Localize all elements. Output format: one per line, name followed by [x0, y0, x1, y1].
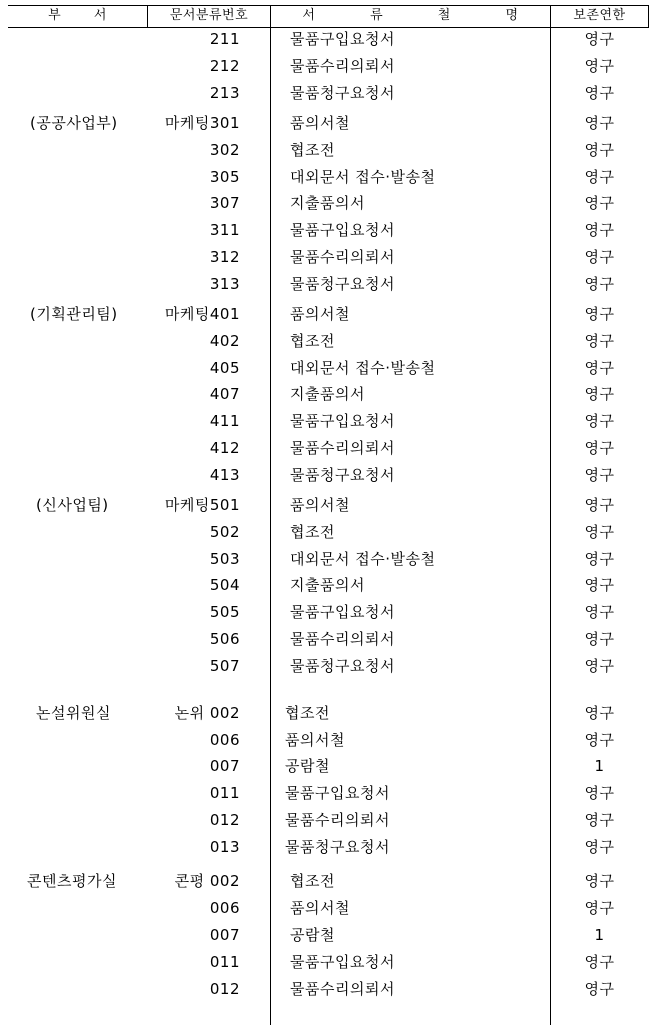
row-title: 품의서철 [285, 731, 345, 749]
row-code: 307 [209, 194, 240, 212]
header-dept: 부 서 [48, 8, 107, 23]
row-retention: 영구 [584, 385, 615, 403]
header-top-rule [8, 5, 649, 6]
row-title: 물품수리의뢰서 [290, 248, 395, 266]
row-retention: 영구 [584, 30, 615, 48]
row-title: 지출품의서 [290, 194, 365, 212]
row-retention: 영구 [584, 838, 615, 856]
row-code: 407 [209, 385, 240, 403]
row-retention: 영구 [584, 630, 615, 648]
row-title: 물품청구요청서 [290, 275, 395, 293]
row-code: 312 [209, 248, 240, 266]
row-code: 콘평 002 [174, 872, 240, 890]
row-retention: 영구 [584, 332, 615, 350]
row-title: 협조전 [290, 332, 335, 350]
row-title: 협조전 [290, 141, 335, 159]
row-title: 물품수리의뢰서 [290, 57, 395, 75]
row-retention: 영구 [584, 412, 615, 430]
row-retention: 영구 [584, 57, 615, 75]
row-code: 007 [209, 926, 240, 944]
row-title: 공람철 [290, 926, 335, 944]
row-retention: 영구 [584, 576, 615, 594]
row-code: 505 [209, 603, 240, 621]
row-code: 506 [209, 630, 240, 648]
row-title: 물품구입요청서 [290, 30, 395, 48]
row-code: 211 [209, 30, 240, 48]
row-retention: 영구 [584, 523, 615, 541]
row-title: 대외문서 접수·발송철 [290, 550, 436, 568]
row-code: 마케팅501 [164, 496, 240, 514]
row-code: 마케팅301 [164, 114, 240, 132]
row-code: 302 [209, 141, 240, 159]
row-title: 물품구입요청서 [290, 221, 395, 239]
row-retention: 1 [594, 757, 605, 775]
row-retention: 영구 [584, 872, 615, 890]
row-dept: 콘텐츠평가실 [27, 872, 117, 890]
header-bottom-rule [8, 27, 649, 28]
row-retention: 영구 [584, 784, 615, 802]
row-code: 413 [209, 466, 240, 484]
header-title: 서 류 철 명 [302, 8, 519, 23]
row-retention: 영구 [584, 439, 615, 457]
row-retention: 영구 [584, 305, 615, 323]
row-title: 물품수리의뢰서 [290, 980, 395, 998]
row-retention: 영구 [584, 980, 615, 998]
row-title: 물품수리의뢰서 [290, 630, 395, 648]
row-code: 502 [209, 523, 240, 541]
row-title: 대외문서 접수·발송철 [290, 359, 436, 377]
header-retention: 보존연한 [573, 8, 626, 23]
row-code: 011 [209, 784, 240, 802]
row-retention: 영구 [584, 603, 615, 621]
row-code: 012 [209, 980, 240, 998]
row-dept: 논설위원실 [36, 704, 111, 722]
row-code: 006 [209, 731, 240, 749]
row-title: 물품수리의뢰서 [290, 439, 395, 457]
row-title: 품의서철 [290, 114, 350, 132]
row-code: 503 [209, 550, 240, 568]
row-retention: 영구 [584, 114, 615, 132]
row-title: 품의서철 [290, 305, 350, 323]
row-retention: 영구 [584, 657, 615, 675]
row-retention: 영구 [584, 704, 615, 722]
row-dept: (공공사업부) [30, 114, 118, 132]
row-code: 402 [209, 332, 240, 350]
row-dept: (신사업팀) [36, 496, 109, 514]
row-code: 311 [209, 221, 240, 239]
row-code: 011 [209, 953, 240, 971]
row-code: 013 [209, 838, 240, 856]
row-title: 협조전 [285, 704, 330, 722]
row-retention: 영구 [584, 221, 615, 239]
column-divider [270, 5, 271, 1025]
column-divider [648, 5, 649, 27]
row-title: 지출품의서 [290, 576, 365, 594]
row-title: 품의서철 [290, 496, 350, 514]
row-retention: 영구 [584, 359, 615, 377]
row-code: 412 [209, 439, 240, 457]
row-title: 품의서철 [290, 899, 350, 917]
row-code: 507 [209, 657, 240, 675]
row-title: 물품청구요청서 [290, 657, 395, 675]
row-title: 물품구입요청서 [290, 412, 395, 430]
row-code: 012 [209, 811, 240, 829]
row-retention: 영구 [584, 84, 615, 102]
row-retention: 영구 [584, 194, 615, 212]
row-title: 물품청구요청서 [290, 466, 395, 484]
row-code: 411 [209, 412, 240, 430]
row-code: 006 [209, 899, 240, 917]
row-code: 007 [209, 757, 240, 775]
row-title: 공람철 [285, 757, 330, 775]
row-retention: 영구 [584, 811, 615, 829]
row-code: 504 [209, 576, 240, 594]
row-dept: (기획관리팀) [30, 305, 118, 323]
row-code: 213 [209, 84, 240, 102]
row-code: 313 [209, 275, 240, 293]
row-retention: 영구 [584, 953, 615, 971]
row-retention: 영구 [584, 466, 615, 484]
row-title: 협조전 [290, 872, 335, 890]
row-code: 마케팅401 [164, 305, 240, 323]
row-code: 305 [209, 168, 240, 186]
row-title: 협조전 [290, 523, 335, 541]
row-code: 논위 002 [174, 704, 240, 722]
row-retention: 영구 [584, 731, 615, 749]
row-title: 물품구입요청서 [285, 784, 390, 802]
row-retention: 영구 [584, 550, 615, 568]
row-code: 212 [209, 57, 240, 75]
header-code: 문서분류번호 [169, 8, 249, 23]
row-title: 대외문서 접수·발송철 [290, 168, 436, 186]
row-retention: 영구 [584, 899, 615, 917]
row-retention: 1 [594, 926, 605, 944]
row-retention: 영구 [584, 248, 615, 266]
row-retention: 영구 [584, 275, 615, 293]
row-title: 지출품의서 [290, 385, 365, 403]
row-retention: 영구 [584, 496, 615, 514]
row-title: 물품청구요청서 [290, 84, 395, 102]
row-title: 물품수리의뢰서 [285, 811, 390, 829]
row-title: 물품청구요청서 [285, 838, 390, 856]
row-retention: 영구 [584, 168, 615, 186]
row-title: 물품구입요청서 [290, 603, 395, 621]
row-title: 물품구입요청서 [290, 953, 395, 971]
row-code: 405 [209, 359, 240, 377]
row-retention: 영구 [584, 141, 615, 159]
